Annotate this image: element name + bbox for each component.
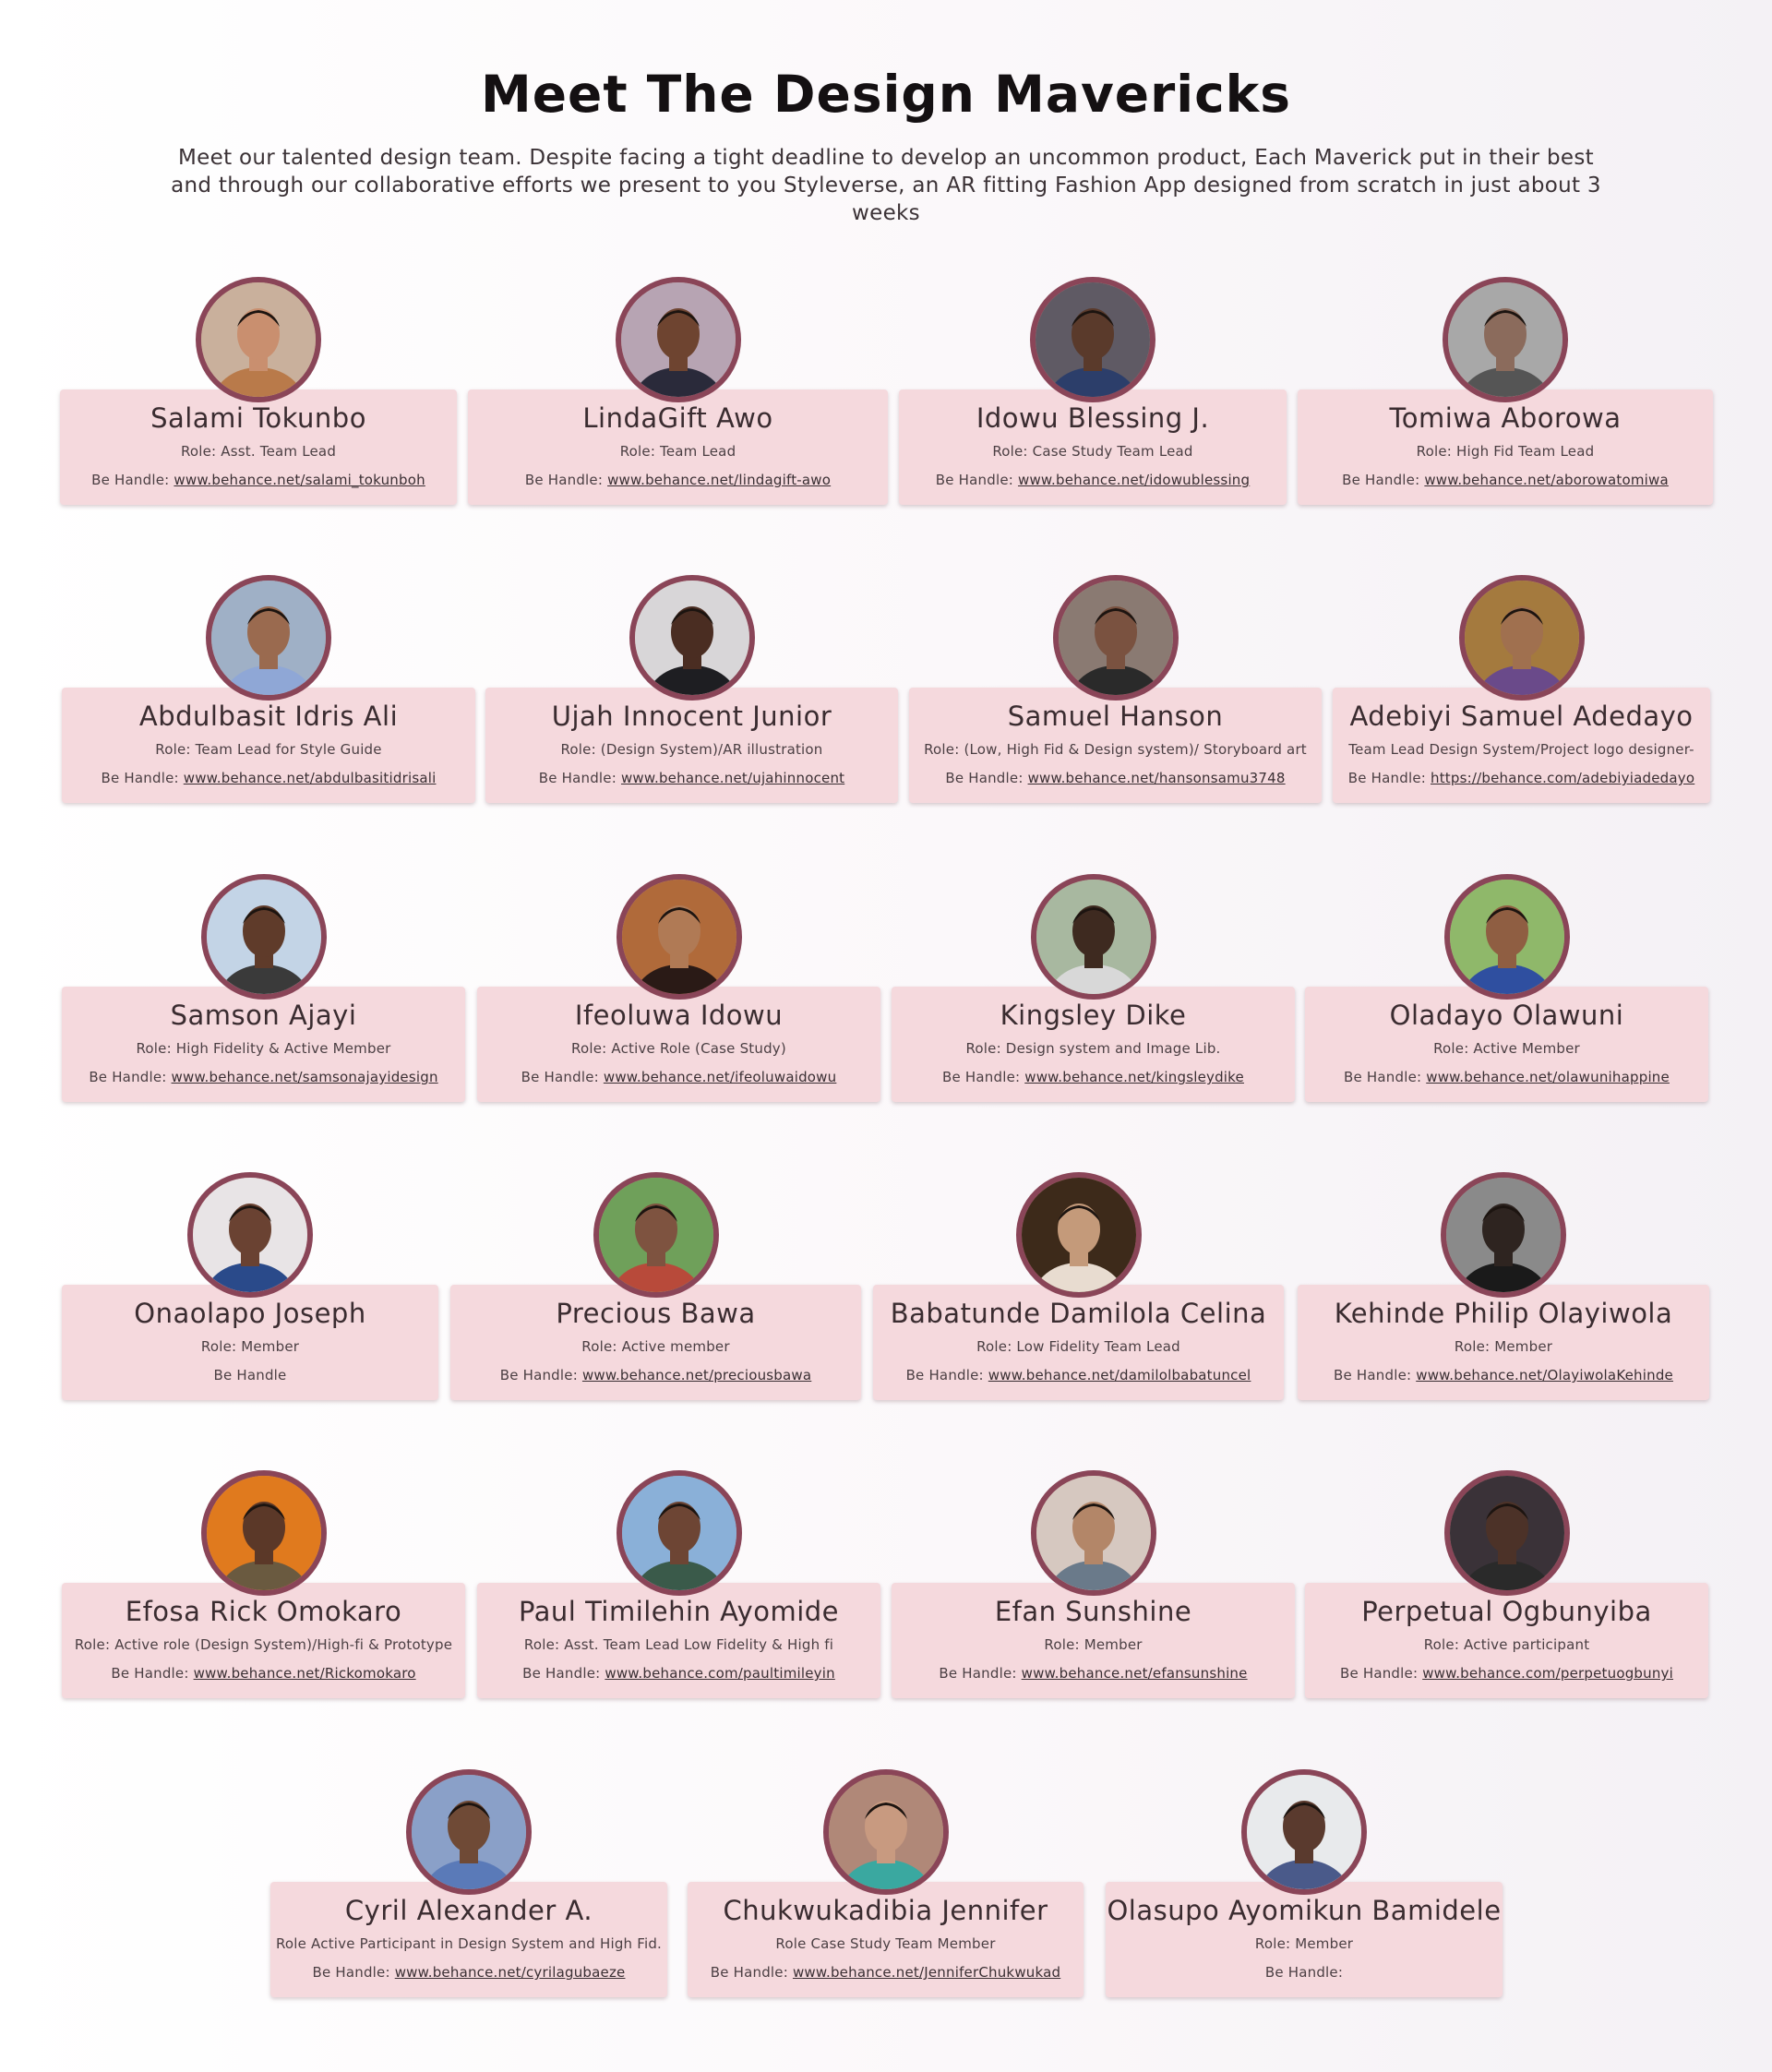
behance-link[interactable]: www.behance.net/ujahinnocent — [620, 770, 845, 786]
member-role: Role: Asst. Team Lead Low Fidelity & High fi — [523, 1636, 834, 1653]
behance-link[interactable]: www.behance.net/samsonajayidesign — [171, 1069, 438, 1085]
page-intro: Meet our talented design team. Despite facing a tight deadline to develop an uncommon product, Each Maverick put in their best and through our collaborative efforts we present to you Styleverse, an AR fitting Fashion App designed from scratch in just about 3 weeks — [171, 146, 1601, 225]
member-card — [270, 1769, 667, 1997]
member-name: LindaGift Awo — [582, 402, 773, 434]
handle-label: Be Handle: — [905, 1367, 988, 1383]
avatar-portrait — [193, 1178, 307, 1292]
handle-label: Be Handle: — [1264, 1964, 1344, 1981]
behance-link[interactable]: www.behance.net/efansunshine — [1021, 1665, 1248, 1682]
handle-label: Be Handle: — [499, 1367, 582, 1383]
handle-label: Be Handle: — [939, 1665, 1022, 1682]
member-avatar — [823, 1769, 949, 1895]
member-card — [1305, 874, 1708, 1102]
handle-label: Be Handle: — [524, 472, 608, 488]
member-handle — [477, 1664, 880, 1683]
member-info-card — [892, 987, 1295, 1102]
member-handle — [450, 1366, 861, 1384]
member-role: Role: Active participant — [1423, 1636, 1590, 1653]
member-avatar — [629, 575, 755, 701]
member-role: Role: (Low, High Fid & Design system)/ Storyboard art — [924, 741, 1307, 758]
member-role: Role: Active member — [581, 1338, 730, 1355]
member-handle — [873, 1366, 1284, 1384]
member-handle — [62, 769, 475, 787]
member-avatar — [1459, 575, 1585, 701]
avatar-portrait — [635, 581, 749, 695]
avatar-portrait — [1465, 581, 1579, 695]
handle-label: Be Handle: — [91, 472, 174, 488]
member-name: Perpetual Ogbunyiba — [1361, 1596, 1652, 1627]
behance-link[interactable]: www.behance.com/paultimileyin — [605, 1665, 835, 1682]
member-role: Role: Member — [1454, 1338, 1553, 1355]
behance-link[interactable]: www.behance.net/cyrilagubaeze — [394, 1964, 626, 1981]
handle-label: Be Handle: — [101, 770, 184, 786]
member-avatar — [617, 1470, 742, 1596]
member-info-card — [60, 389, 457, 505]
handle-label: Be Handle: — [945, 770, 1028, 786]
avatar-portrait — [1036, 282, 1150, 397]
member-name: Salami Tokunbo — [150, 402, 366, 434]
member-name: Abdulbasit Idris Ali — [138, 701, 399, 732]
member-card — [62, 1172, 438, 1400]
member-name: Kehinde Philip Olayiwola — [1334, 1298, 1673, 1329]
member-role: Role: Active role (Design System)/High-fi & Prototype — [74, 1636, 453, 1653]
avatar-portrait — [622, 880, 736, 994]
member-info-card — [892, 1583, 1295, 1698]
member-avatar — [1030, 277, 1155, 402]
member-name: Oladayo Olawuni — [1389, 1000, 1624, 1031]
member-info-card — [468, 389, 888, 505]
member-card — [62, 1470, 465, 1698]
member-avatar — [617, 874, 742, 1000]
member-handle — [477, 1068, 880, 1086]
member-card — [892, 1470, 1295, 1698]
member-card — [468, 277, 888, 505]
behance-link[interactable]: www.behance.net/ifeoluwaidowu — [603, 1069, 837, 1085]
member-role: Role: Active Member — [1433, 1040, 1580, 1057]
member-avatar — [201, 1470, 327, 1596]
member-info-card — [1298, 1285, 1709, 1400]
member-info-card — [62, 1583, 465, 1698]
member-info-card — [1305, 987, 1708, 1102]
member-info-card — [62, 1285, 438, 1400]
handle-label: Be Handle: — [1344, 1069, 1427, 1085]
member-avatar — [1443, 277, 1568, 402]
member-role: Role: Member — [200, 1338, 300, 1355]
behance-link[interactable]: https://behance.com/adebiyiadedayo — [1430, 770, 1695, 786]
behance-link[interactable]: www.behance.net/preciousbawa — [581, 1367, 812, 1383]
member-card — [477, 1470, 880, 1698]
member-card — [477, 874, 880, 1102]
member-handle — [1333, 769, 1710, 787]
member-name: Chukwukadibia Jennifer — [723, 1895, 1048, 1926]
member-name: Idowu Blessing J. — [976, 402, 1210, 434]
member-name: Kingsley Dike — [1000, 1000, 1187, 1031]
avatar-portrait — [207, 880, 321, 994]
member-avatar — [1031, 1470, 1156, 1596]
behance-link[interactable]: www.behance.net/OlayiwolaKehinde — [1416, 1367, 1673, 1383]
member-info-card — [1333, 688, 1710, 803]
member-handle — [892, 1068, 1295, 1086]
member-card — [1106, 1769, 1503, 1997]
member-card — [1305, 1470, 1708, 1698]
behance-link[interactable]: www.behance.net/Rickomokaro — [193, 1665, 416, 1682]
member-card — [909, 575, 1322, 803]
avatar-portrait — [1022, 1178, 1136, 1292]
handle-label: Be Handle: — [942, 1069, 1025, 1085]
avatar-portrait — [622, 1476, 736, 1590]
member-role: Role Active Participant in Design System and High Fid. — [275, 1935, 663, 1952]
member-handle — [1298, 1366, 1709, 1384]
member-avatar — [1241, 1769, 1367, 1895]
member-avatar — [1444, 874, 1570, 1000]
avatar-portrait — [1059, 581, 1173, 695]
member-role: Role: Active Role (Case Study) — [571, 1040, 786, 1057]
member-name: Paul Timilehin Ayomide — [518, 1596, 840, 1627]
member-card — [1333, 575, 1710, 803]
avatar-portrait — [829, 1775, 943, 1889]
member-role: Role: Member — [1254, 1935, 1354, 1952]
behance-link[interactable]: www.behance.net/abdulbasitidrisali — [183, 770, 437, 786]
handle-label: Be Handle: — [521, 1069, 604, 1085]
handle-label: Be Handle: — [538, 770, 621, 786]
member-handle — [468, 471, 888, 489]
member-info-card — [1305, 1583, 1708, 1698]
member-avatar — [1053, 575, 1179, 701]
behance-link[interactable]: www.behance.net/damilolbabatuncel — [988, 1367, 1251, 1383]
member-info-card — [688, 1882, 1084, 1997]
behance-link[interactable]: www.behance.net/hansonsamu3748 — [1027, 770, 1286, 786]
member-name: Samuel Hanson — [1007, 701, 1224, 732]
member-avatar — [1444, 1470, 1570, 1596]
member-avatar — [206, 575, 331, 701]
member-role: Role: Case Study Team Lead — [992, 443, 1193, 460]
handle-label: Be Handle: — [1334, 1367, 1417, 1383]
member-name: Cyril Alexander A. — [344, 1895, 593, 1926]
member-name: Precious Bawa — [556, 1298, 756, 1329]
member-role: Role: High Fid Team Lead — [1416, 443, 1595, 460]
member-info-card — [477, 1583, 880, 1698]
member-info-card — [899, 389, 1287, 505]
member-name: Adebiyi Samuel Adedayo — [1349, 701, 1694, 732]
member-card — [60, 277, 457, 505]
member-name: Olasupo Ayomikun Bamidele — [1107, 1895, 1502, 1926]
behance-link[interactable]: www.behance.net/aborowatomiwa — [1424, 472, 1669, 488]
handle-label: Be Handle: — [1339, 1665, 1423, 1682]
member-handle — [62, 1664, 465, 1683]
member-name: Babatunde Damilola Celina — [890, 1298, 1267, 1329]
member-handle — [485, 769, 898, 787]
member-avatar — [593, 1172, 719, 1298]
member-info-card — [909, 688, 1322, 803]
member-avatar — [196, 277, 321, 402]
member-handle — [1305, 1068, 1708, 1086]
member-handle — [60, 471, 457, 489]
behance-link[interactable]: www.behance.net/lindagift-awo — [607, 472, 832, 488]
member-name: Ujah Innocent Junior — [551, 701, 832, 732]
behance-link[interactable]: www.behance.net/salami_tokunboh — [174, 472, 425, 488]
avatar-portrait — [1446, 1178, 1561, 1292]
behance-link[interactable]: www.behance.net/kingsleydike — [1024, 1069, 1244, 1085]
member-handle — [62, 1068, 465, 1086]
member-card — [62, 575, 475, 803]
member-handle — [1305, 1664, 1708, 1683]
member-name: Samson Ajayi — [170, 1000, 357, 1031]
member-avatar — [1441, 1172, 1566, 1298]
member-card — [450, 1172, 861, 1400]
member-role: Team Lead Design System/Project logo designer- — [1348, 741, 1694, 758]
member-info-card — [873, 1285, 1284, 1400]
member-handle — [1106, 1963, 1503, 1982]
member-avatar — [187, 1172, 313, 1298]
handle-label: Be Handle: — [522, 1665, 605, 1682]
member-card — [873, 1172, 1284, 1400]
avatar-portrait — [1450, 1476, 1564, 1590]
avatar-portrait — [1247, 1775, 1361, 1889]
avatar-portrait — [207, 1476, 321, 1590]
avatar-portrait — [1448, 282, 1562, 397]
member-avatar — [201, 874, 327, 1000]
avatar-portrait — [621, 282, 736, 397]
member-name: Onaolapo Joseph — [134, 1298, 366, 1329]
member-role: Role: Design system and Image Lib. — [965, 1040, 1221, 1057]
member-handle — [1298, 471, 1713, 489]
member-info-card — [62, 688, 475, 803]
member-role: Role: Low Fidelity Team Lead — [976, 1338, 1180, 1355]
member-card — [892, 874, 1295, 1102]
member-card — [1298, 277, 1713, 505]
member-avatar — [1016, 1172, 1142, 1298]
member-role: Role: Team Lead for Style Guide — [155, 741, 382, 758]
member-role: Role: (Design System)/AR illustration — [560, 741, 823, 758]
avatar-portrait — [599, 1178, 713, 1292]
member-name: Efan Sunshine — [994, 1596, 1192, 1627]
member-avatar — [616, 277, 741, 402]
avatar-portrait — [412, 1775, 526, 1889]
avatar-portrait — [211, 581, 326, 695]
member-card — [688, 1769, 1084, 1997]
member-handle — [909, 769, 1322, 787]
avatar-portrait — [1450, 880, 1564, 994]
behance-link[interactable]: www.behance.net/JenniferChukwukad — [792, 1964, 1061, 1981]
member-handle — [270, 1963, 667, 1982]
member-card — [485, 575, 898, 803]
handle-label: Be Handle: — [1342, 472, 1425, 488]
member-role: Role: Asst. Team Lead — [180, 443, 337, 460]
member-info-card — [1106, 1882, 1503, 1997]
member-info-card — [477, 987, 880, 1102]
member-info-card — [270, 1882, 667, 1997]
member-avatar — [1031, 874, 1156, 1000]
handle-label: Be Handle: — [710, 1964, 793, 1981]
page-header — [0, 65, 1772, 227]
member-role: Role Case Study Team Member — [775, 1935, 996, 1952]
handle-label: Be Handle: — [312, 1964, 395, 1981]
member-role: Role: Team Lead — [619, 443, 736, 460]
handle-label: Be Handle: — [935, 472, 1018, 488]
member-role: Role: Member — [1044, 1636, 1143, 1653]
member-info-card — [485, 688, 898, 803]
member-info-card — [450, 1285, 861, 1400]
member-handle — [62, 1366, 438, 1384]
handle-label: Be Handle: — [111, 1665, 194, 1682]
member-card — [1298, 1172, 1709, 1400]
member-handle — [899, 471, 1287, 489]
avatar-portrait — [1036, 1476, 1151, 1590]
member-avatar — [406, 1769, 532, 1895]
page-title: Meet The Design Mavericks — [480, 65, 1291, 124]
member-role: Role: High Fidelity & Active Member — [136, 1040, 391, 1057]
member-card — [62, 874, 465, 1102]
member-handle — [688, 1963, 1084, 1982]
member-info-card — [62, 987, 465, 1102]
behance-link[interactable]: www.behance.net/idowublessing — [1017, 472, 1251, 488]
member-card — [899, 277, 1287, 505]
behance-link[interactable]: www.behance.net/olawunihappine — [1426, 1069, 1670, 1085]
member-info-card — [1298, 389, 1713, 505]
handle-label: Be Handle: — [1347, 770, 1431, 786]
behance-link[interactable]: www.behance.com/perpetuogbunyi — [1422, 1665, 1674, 1682]
handle-label: Be Handle: — [89, 1069, 172, 1085]
avatar-portrait — [201, 282, 316, 397]
member-name: Ifeoluwa Idowu — [574, 1000, 784, 1031]
member-handle — [892, 1664, 1295, 1683]
avatar-portrait — [1036, 880, 1151, 994]
member-name: Tomiwa Aborowa — [1389, 402, 1622, 434]
handle-label: Be Handle — [213, 1367, 287, 1383]
member-name: Efosa Rick Omokaro — [125, 1596, 402, 1627]
